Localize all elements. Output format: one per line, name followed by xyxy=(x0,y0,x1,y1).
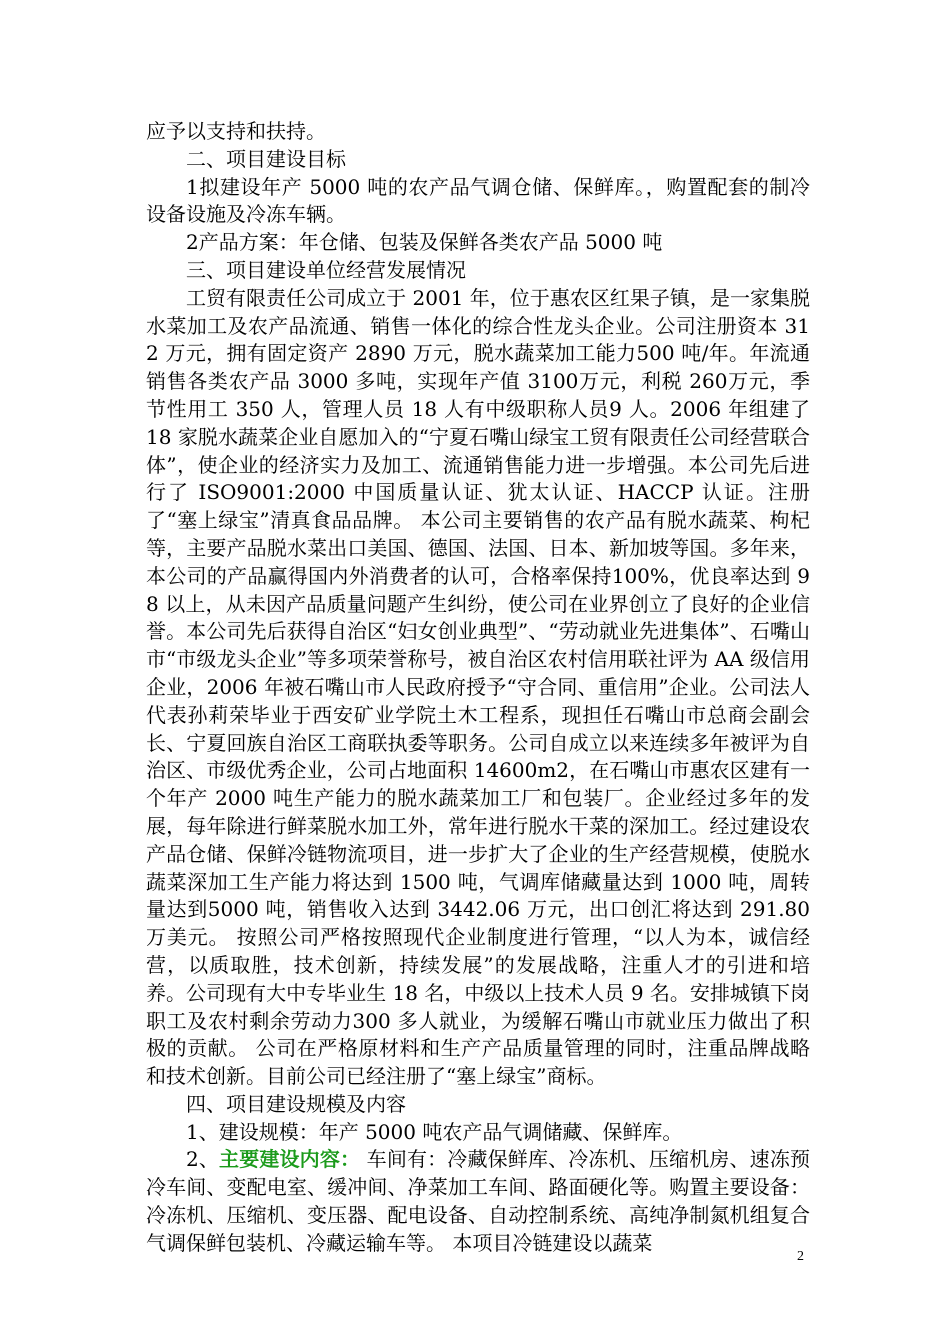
section-2-heading: 二、项目建设目标 xyxy=(186,146,346,171)
content-text: 车间有：冷藏保鲜库、冷冻机、压缩机房、速冻预冷车间、变配电室、缓冲间、净菜加工车间、路面硬化等。购置主要设备：冷冻机、压缩机、变压器、配电设备、自动控制系统、高纯净制氮机组复合气调保鲜包装机、冷藏运输车等。 本项目冷链建设以蔬菜 xyxy=(146,1147,810,1255)
section-3-heading: 三、项目建设单位经营发展情况 xyxy=(186,257,466,282)
document-body xyxy=(146,118,810,1258)
company-paragraph: 工贸有限责任公司成立于 2001 年，位于惠农区红果子镇，是一家集脱水菜加工及农产品流通、销售一体化的综合性龙头企业。公司注册资本 312 万元，拥有固定资产 2890 万元，脱水蔬菜加工能力500 吨/年。年流通销售各类农产品 3000 多吨，实现年产值 3100万元，利税 260万元，季节性用工 350 人，管理人员 18 人有中级职称人员9 人。2006 年组建了 18 家脱水蔬菜企业自愿加入的“宁夏石嘴山绿宝工贸有限责任公司经营联合体”，使企业的经济实力及加工、流通销售能力进一步增强。本公司先后进行了 ISO9001:2000 中国质量认证、犹太认证、HACCP 认证。注册了“塞上绿宝”清真食品品牌。 本公司主要销售的农产品有脱水蔬菜、枸杞等，主要产品脱水菜出口美国、德国、法国、日本、新加坡等国。多年来，本公司的产品赢得国内外消费者的认可，合格率保持100%，优良率达到 98 以上，从未因产品质量问题产生纠纷，使公司在业界创立了良好的企业信誉。本公司先后获得自治区“妇女创业典型”、“劳动就业先进集体”、石嘴山市“市级龙头企业”等多项荣誉称号，被自治区农村信用联社评为 AA 级信用企业，2006 年被石嘴山市人民政府授予“守合同、重信用”企业。公司法人代表孙莉荣毕业于西安矿业学院土木工程系，现担任石嘴山市总商会副会长、宁夏回族自治区工商联执委等职务。公司自成立以来连续多年被评为自治区、市级优秀企业，公司占地面积 14600m2，在石嘴山市惠农区建有一个年产 2000 吨生产能力的脱水蔬菜加工厂和包装厂。企业经过多年的发展，每年除进行鲜菜脱水加工外，常年进行脱水干菜的深加工。经过建设农产品仓储、保鲜冷链物流项目，进一步扩大了企业的生产经营规模，使脱水蔬菜深加工生产能力将达到 1500 吨，气调库储藏量达到 1000 吨，周转量达到5000 吨，销售收入达到 3442.06 万元，出口创汇将达到 291.80 万美元。 按照公司严格按照现代企业制度进行管理，“以人为本，诚信经营，以质取胜，技术创新，持续发展”的发展战略，注重人才的引进和培养。公司现有大中专毕业生 18 名，中级以上技术人员 9 名。安排城镇下岗职工及农村剩余劳动力300 多人就业，为缓解石嘴山市就业压力做出了积极的贡献。 公司在严格原材料和生产产品质量管理的同时，注重品牌战略和技术创新。目前公司已经注册了“塞上绿宝”商标。 xyxy=(146,285,810,1089)
scale-paragraph: 1、建设规模：年产 5000 吨农产品气调储藏、保鲜库。 xyxy=(186,1119,683,1144)
content-number: 2、 xyxy=(186,1147,220,1172)
goal-1-paragraph: 1拟建设年产 5000 吨的农产品气调仓储、保鲜库。，购置配套的制冷设备设施及冷冻车辆。 xyxy=(146,174,810,227)
content-highlight-label: 主要建设内容： xyxy=(219,1147,361,1172)
intro-line: 应予以支持和扶持。 xyxy=(146,119,326,143)
goal-2-paragraph: 2产品方案：年仓储、包装及保鲜各类农产品 5000 吨 xyxy=(186,230,663,255)
section-4-heading: 四、项目建设规模及内容 xyxy=(186,1091,406,1116)
construction-content-paragraph xyxy=(146,1146,810,1257)
page-number: 2 xyxy=(797,1249,804,1264)
